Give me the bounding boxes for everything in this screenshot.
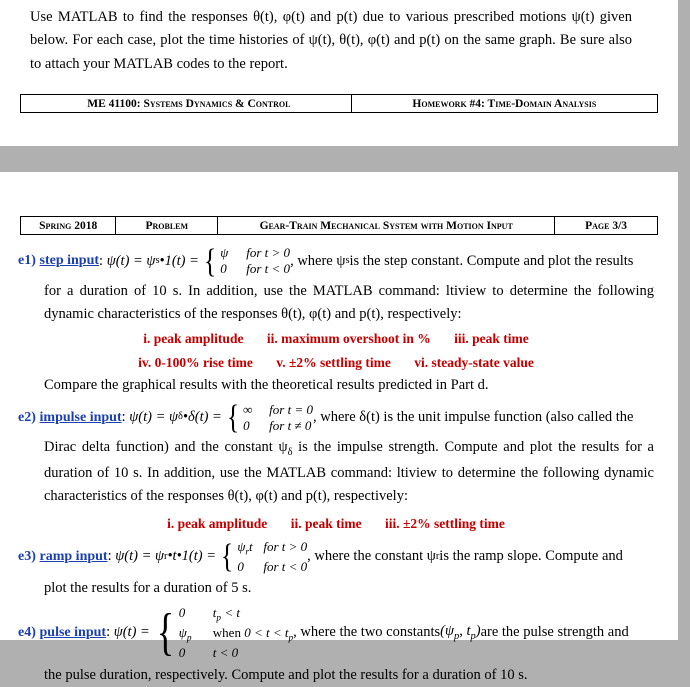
document-page-top: [0, 0, 678, 146]
e4-label[interactable]: pulse input: [39, 624, 107, 640]
e1-tag: e1): [18, 252, 36, 268]
footer-problem: Problem: [116, 217, 218, 234]
footer-title: Gear-Train Mechanical System with Motion Input: [218, 217, 555, 234]
document-page-bottom: [0, 172, 678, 683]
problem-item-e1: [18, 242, 654, 398]
e4-case1: 0: [178, 604, 186, 620]
e4-case3-cond: t < 0: [212, 645, 239, 661]
e3-tail: , where the constant ψ: [307, 548, 436, 565]
e4-lhs: ψ(t) =: [113, 624, 150, 641]
e1-case1-cond: for t > 0: [246, 245, 291, 260]
e2-tag: e2): [18, 409, 36, 425]
page-header-bar: [20, 94, 658, 113]
e3-lhs: ψ(t) = ψ: [115, 548, 164, 565]
header-course-title: ME 41100: Systems Dynamics & Control: [21, 95, 352, 112]
e4-case1-cond: $t_p < t$: [212, 604, 240, 624]
e3-equation-line: e3) ramp input : ψ(t) = ψ r •t•1(t) = { $\psi_rt$ for t > 0 0 for t < 0 , where the constant ψ r is the ramp slope. Compute and: [18, 538, 623, 576]
e3-tail2: is the ramp slope. Compute and: [439, 548, 623, 565]
e2-tail: , where δ(t) is the unit impulse function (also called the: [312, 409, 634, 426]
page-gutter-top: [678, 0, 690, 146]
e2-case2-cond: for t ≠ 0: [269, 417, 312, 433]
e2-case2: 0: [243, 417, 250, 433]
e3-case2: 0: [237, 559, 244, 575]
e2-paragraph-sub: δ: [287, 447, 293, 459]
footer-page: Page 3/3: [585, 219, 628, 232]
e1-red-iii: iii. peak time: [454, 331, 529, 347]
problem-content: [0, 235, 678, 687]
e1-red-row1: [18, 328, 654, 350]
e1-mid: •1(t) =: [159, 252, 199, 269]
e1-case1: ψ: [220, 245, 229, 260]
e1-red-vi: vi. steady-state value: [414, 355, 534, 371]
e4-tail-paren: ($\psi_p$, $t_p$): [440, 623, 481, 643]
problem-item-e2: [18, 399, 654, 535]
e2-case1-cond: for t = 0: [269, 401, 313, 417]
e4-paragraph: the pulse duration, respectively. Compute and plot the results for a duration of 10 s.: [44, 666, 528, 683]
e3-cases: [237, 539, 307, 576]
e3-case2-cond: for t < 0: [263, 559, 308, 575]
e1-tail2: is the step constant. Compute and plot the results: [349, 252, 634, 269]
e4-brace: {: [156, 603, 175, 661]
e2-paragraph-a: Dirac delta function) and the constant ψ: [44, 439, 288, 456]
e4-tail: , where the two constants: [293, 624, 441, 641]
problem-item-e4: [18, 605, 654, 687]
e2-cases: [243, 402, 313, 435]
e3-tag: e3): [18, 548, 36, 564]
e1-compare: Compare the graphical results with the theoretical results predicted in Part d.: [44, 377, 489, 394]
header-homework-title: Homework #4: Time-Domain Analysis: [412, 97, 597, 110]
e4-case2-cond: $0 < t < t_p$: [244, 625, 294, 644]
e1-lhs-sub: s: [155, 254, 160, 266]
e3-paragraph: plot the results for a duration of 5 s.: [44, 580, 252, 597]
e4-tag: e4): [18, 624, 36, 640]
e1-case2-cond: for t < 0: [246, 261, 291, 277]
e1-red-v: v. ±2% settling time: [276, 355, 391, 371]
e2-paragraph: [18, 436, 654, 509]
e3-label[interactable]: ramp input: [39, 548, 108, 564]
e3-lhs-sub: r: [163, 550, 168, 562]
page-footer-bar: [20, 216, 658, 235]
e2-mid: •δ(t) =: [182, 409, 222, 426]
e2-paragraph-b: is the impulse strength. Compute and plot the results for a duration of 10 s. In addition, use the MATLAB command: ltiview to determine the following dynamic characteristics of the responses θ(t), φ(t) and p(t), respectively:: [44, 439, 654, 505]
e1-red-i: i. peak amplitude: [143, 331, 244, 347]
e1-brace: {: [203, 242, 217, 280]
e4-case3: 0: [178, 645, 186, 661]
e2-red-row1: [18, 513, 654, 535]
e4-cases: [179, 605, 293, 662]
e4-case2-when: when: [212, 625, 241, 641]
e1-equation-line: e1) step input : ψ(t) = ψ s •1(t) = { ψ for t > 0 0 for t < 0 , where ψ s is the step constant. Compute and plot the results: [18, 242, 634, 280]
footer-term: Spring 2018: [21, 217, 116, 234]
e3-case1: $\psi_rt$: [237, 538, 253, 558]
e2-equation-line: e2) impulse input : ψ(t) = ψ δ •δ(t) = { ∞ for t = 0 0 for t ≠ 0 , where δ(t) is the unit impulse function (also called the: [18, 399, 634, 437]
e2-lhs-sub: δ: [178, 411, 183, 423]
e2-lhs: ψ(t) = ψ: [129, 409, 178, 426]
e2-brace: {: [226, 399, 240, 437]
e3-brace: {: [221, 538, 234, 576]
e2-red-iii: iii. ±2% settling time: [384, 515, 505, 531]
e1-red-iv: iv. 0-100% rise time: [138, 355, 253, 371]
e1-tail: , where ψ: [290, 252, 346, 269]
e1-red-row2: [18, 352, 654, 374]
e2-label[interactable]: impulse input: [39, 409, 122, 425]
e4-tail2: are the pulse strength and: [480, 624, 629, 641]
e2-red-i: i. peak amplitude: [167, 515, 268, 531]
e2-case1: ∞: [243, 401, 253, 417]
e3-tail-sub: r: [435, 550, 440, 562]
intro-paragraph: Use MATLAB to find the responses θ(t), φ(t) and p(t) due to various prescribed motions ψ(t) given below. For each case, plot the time histories of ψ(t), θ(t), φ(t) and p(t) on the same graph. Be sure also to attach your MATLAB codes to the report.: [30, 9, 632, 72]
problem-item-e3: [18, 539, 654, 601]
e4-case2: $\psi_p$: [178, 625, 192, 644]
e1-lhs: ψ(t) = ψ: [106, 252, 156, 269]
e1-paragraph: for a duration of 10 s. In addition, use the MATLAB command: ltiview to determine the following dynamic characteristics of the responses θ(t), φ(t) and p(t), respectively:: [44, 282, 654, 322]
e1-label[interactable]: step input: [39, 252, 100, 268]
e4-equation-line: e4) pulse input : ψ(t) = { 0 $t_p < t$ $\psi_p$ when $0 < t < t_p$ 0 t < 0 , where the two constants ($\psi_p$, $t_p$) are the pulse strength and: [18, 603, 629, 661]
e1-case2: 0: [220, 261, 227, 277]
e2-red-ii: ii. peak time: [290, 515, 362, 531]
e1-tail-sub: s: [345, 254, 350, 266]
e3-case1-cond: for t > 0: [263, 538, 308, 554]
e1-cases: [220, 245, 290, 278]
e3-mid: •t•1(t) =: [167, 548, 216, 565]
e1-red-ii: ii. maximum overshoot in %: [266, 331, 431, 347]
page-gutter-bottom: [678, 172, 690, 640]
